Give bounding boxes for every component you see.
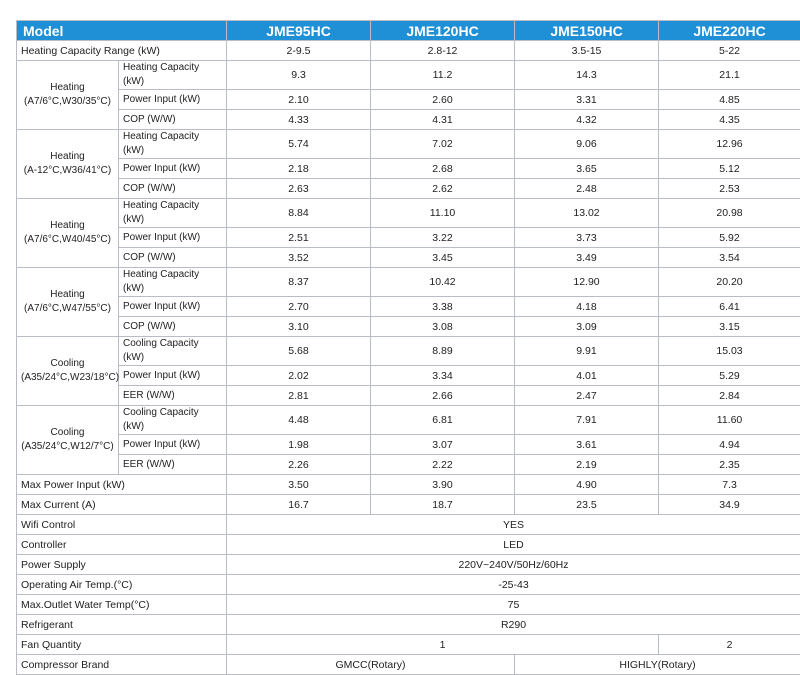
cell-value: 3.15 xyxy=(659,317,800,337)
group-row xyxy=(17,386,800,406)
header-row xyxy=(17,21,800,41)
cell-value: 3.52 xyxy=(227,248,371,268)
cell-value: 4.31 xyxy=(371,110,515,130)
row-label: Controller xyxy=(17,535,227,555)
cell-value: 2.8-12 xyxy=(371,41,515,61)
cell-value: GMCC(Rotary) xyxy=(227,655,515,675)
cell-value: 10.42 xyxy=(371,268,515,297)
group-row xyxy=(17,297,800,317)
row-label: Power Input (kW) xyxy=(119,366,227,386)
cell-value: 3.73 xyxy=(515,228,659,248)
spec-table xyxy=(16,20,800,675)
row-label: EER (W/W) xyxy=(119,386,227,406)
cell-value: YES xyxy=(227,515,800,535)
row-label: Refrigerant xyxy=(17,615,227,635)
group-row xyxy=(17,317,800,337)
cell-value: 4.33 xyxy=(227,110,371,130)
cell-value: 3.65 xyxy=(515,159,659,179)
group-row xyxy=(17,406,800,435)
group-row xyxy=(17,110,800,130)
cell-value: 4.85 xyxy=(659,90,800,110)
cell-value: 3.90 xyxy=(371,475,515,495)
cell-value: 12.90 xyxy=(515,268,659,297)
cell-value: 4.18 xyxy=(515,297,659,317)
cell-value: -25-43 xyxy=(227,575,800,595)
row-label: Heating Capacity (kW) xyxy=(119,130,227,159)
model-name: JME220HC xyxy=(659,21,800,41)
cell-value: 3.5-15 xyxy=(515,41,659,61)
row-label: Heating Capacity (kW) xyxy=(119,199,227,228)
max-current-row xyxy=(17,495,800,515)
cell-value: 2.68 xyxy=(371,159,515,179)
cell-value: 2.10 xyxy=(227,90,371,110)
cell-value: 7.3 xyxy=(659,475,800,495)
cell-value: 5.29 xyxy=(659,366,800,386)
cell-value: 3.10 xyxy=(227,317,371,337)
cell-value: 4.01 xyxy=(515,366,659,386)
cell-value: 23.5 xyxy=(515,495,659,515)
cell-value: 2.62 xyxy=(371,179,515,199)
cell-value: 2-9.5 xyxy=(227,41,371,61)
common-spec-row xyxy=(17,595,800,615)
condition-group-label xyxy=(17,406,119,475)
group-title: Heating xyxy=(21,219,114,233)
condition-group-label xyxy=(17,337,119,406)
group-row xyxy=(17,130,800,159)
cell-value: 18.7 xyxy=(371,495,515,515)
row-label: Cooling Capacity (kW) xyxy=(119,406,227,435)
condition-group-label xyxy=(17,130,119,199)
cell-value: 2.51 xyxy=(227,228,371,248)
cell-value: 4.35 xyxy=(659,110,800,130)
cell-value: 1.98 xyxy=(227,435,371,455)
group-condition: (A7/6°C,W30/35°C) xyxy=(21,95,114,109)
capacity-range-row xyxy=(17,41,800,61)
cell-value: 3.50 xyxy=(227,475,371,495)
cell-value: 3.54 xyxy=(659,248,800,268)
row-label: EER (W/W) xyxy=(119,455,227,475)
row-label: Max Current (A) xyxy=(17,495,227,515)
cell-value: 220V~240V/50Hz/60Hz xyxy=(227,555,800,575)
cell-value: 1 xyxy=(227,635,659,655)
cell-value: 4.90 xyxy=(515,475,659,495)
common-spec-row xyxy=(17,515,800,535)
fan-quantity-row xyxy=(17,635,800,655)
common-spec-row xyxy=(17,615,800,635)
model-header: Model xyxy=(17,21,227,41)
cell-value: 3.22 xyxy=(371,228,515,248)
cell-value: 8.84 xyxy=(227,199,371,228)
cell-value: 3.07 xyxy=(371,435,515,455)
cell-value: 75 xyxy=(227,595,800,615)
cell-value: 8.37 xyxy=(227,268,371,297)
row-label: Cooling Capacity (kW) xyxy=(119,337,227,366)
cell-value: R290 xyxy=(227,615,800,635)
common-spec-row xyxy=(17,555,800,575)
cell-value: 16.7 xyxy=(227,495,371,515)
cell-value: 5.74 xyxy=(227,130,371,159)
group-title: Heating xyxy=(21,288,114,302)
cell-value: 2.70 xyxy=(227,297,371,317)
cell-value: 2.35 xyxy=(659,455,800,475)
group-row xyxy=(17,228,800,248)
cell-value: 2.66 xyxy=(371,386,515,406)
cell-value: 6.41 xyxy=(659,297,800,317)
row-label: Compressor Brand xyxy=(17,655,227,675)
condition-group-label xyxy=(17,268,119,337)
cell-value: 2.53 xyxy=(659,179,800,199)
cell-value: 34.9 xyxy=(659,495,800,515)
cell-value: 12.96 xyxy=(659,130,800,159)
condition-group-label xyxy=(17,61,119,130)
row-label: Wifi Control xyxy=(17,515,227,535)
cell-value: 9.06 xyxy=(515,130,659,159)
cell-value: HIGHLY(Rotary) xyxy=(515,655,800,675)
row-label: COP (W/W) xyxy=(119,248,227,268)
cell-value: 15.03 xyxy=(659,337,800,366)
group-condition: (A35/24°C,W12/7°C) xyxy=(21,440,114,454)
group-title: Heating xyxy=(21,150,114,164)
row-label: Fan Quantity xyxy=(17,635,227,655)
cell-value: 3.31 xyxy=(515,90,659,110)
group-condition: (A35/24°C,W23/18°C) xyxy=(21,371,114,385)
group-row xyxy=(17,179,800,199)
cell-value: 2.47 xyxy=(515,386,659,406)
cell-value: 3.34 xyxy=(371,366,515,386)
row-label: COP (W/W) xyxy=(119,110,227,130)
row-label: Power Supply xyxy=(17,555,227,575)
cell-value: 14.3 xyxy=(515,61,659,90)
group-row xyxy=(17,268,800,297)
row-label: Power Input (kW) xyxy=(119,297,227,317)
cell-value: 21.1 xyxy=(659,61,800,90)
cell-value: 3.49 xyxy=(515,248,659,268)
common-spec-row xyxy=(17,535,800,555)
cell-value: LED xyxy=(227,535,800,555)
cell-value: 2.60 xyxy=(371,90,515,110)
common-spec-row xyxy=(17,575,800,595)
model-name: JME120HC xyxy=(371,21,515,41)
group-row xyxy=(17,199,800,228)
cell-value: 9.3 xyxy=(227,61,371,90)
cell-value: 2.02 xyxy=(227,366,371,386)
group-row xyxy=(17,90,800,110)
cell-value: 2.81 xyxy=(227,386,371,406)
cell-value: 2.18 xyxy=(227,159,371,179)
model-name: JME95HC xyxy=(227,21,371,41)
cell-value: 11.2 xyxy=(371,61,515,90)
cell-value: 5.92 xyxy=(659,228,800,248)
cell-value: 2.22 xyxy=(371,455,515,475)
row-label: Power Input (kW) xyxy=(119,435,227,455)
group-condition: (A7/6°C,W40/45°C) xyxy=(21,233,114,247)
cell-value: 5.12 xyxy=(659,159,800,179)
group-condition: (A-12°C,W36/41°C) xyxy=(21,164,114,178)
cell-value: 2.19 xyxy=(515,455,659,475)
group-row xyxy=(17,455,800,475)
cell-value: 5.68 xyxy=(227,337,371,366)
group-title: Cooling xyxy=(21,426,114,440)
cell-value: 7.02 xyxy=(371,130,515,159)
cell-value: 3.61 xyxy=(515,435,659,455)
row-label: Power Input (kW) xyxy=(119,159,227,179)
cell-value: 2.48 xyxy=(515,179,659,199)
cell-value: 13.02 xyxy=(515,199,659,228)
cell-value: 2.26 xyxy=(227,455,371,475)
cell-value: 3.09 xyxy=(515,317,659,337)
group-title: Cooling xyxy=(21,357,114,371)
row-label: COP (W/W) xyxy=(119,179,227,199)
cell-value: 2.63 xyxy=(227,179,371,199)
cell-value: 9.91 xyxy=(515,337,659,366)
row-label: Power Input (kW) xyxy=(119,228,227,248)
group-row xyxy=(17,248,800,268)
row-label: Operating Air Temp.(°C) xyxy=(17,575,227,595)
row-label: Power Input (kW) xyxy=(119,90,227,110)
group-row xyxy=(17,366,800,386)
group-title: Heating xyxy=(21,81,114,95)
cell-value: 3.45 xyxy=(371,248,515,268)
spec-table-body xyxy=(17,21,800,675)
cell-value: 7.91 xyxy=(515,406,659,435)
cell-value: 4.48 xyxy=(227,406,371,435)
cell-value: 2.84 xyxy=(659,386,800,406)
compressor-brand-row xyxy=(17,655,800,675)
model-name: JME150HC xyxy=(515,21,659,41)
max-power-row xyxy=(17,475,800,495)
group-row xyxy=(17,61,800,90)
condition-group-label xyxy=(17,199,119,268)
cell-value: 11.60 xyxy=(659,406,800,435)
cell-value: 20.98 xyxy=(659,199,800,228)
row-label: Max.Outlet Water Temp(°C) xyxy=(17,595,227,615)
row-label: Max Power Input (kW) xyxy=(17,475,227,495)
cell-value: 5-22 xyxy=(659,41,800,61)
group-row xyxy=(17,435,800,455)
row-label: COP (W/W) xyxy=(119,317,227,337)
row-label: Heating Capacity (kW) xyxy=(119,61,227,90)
row-label: Heating Capacity Range (kW) xyxy=(17,41,227,61)
cell-value: 2 xyxy=(659,635,800,655)
cell-value: 4.94 xyxy=(659,435,800,455)
cell-value: 20.20 xyxy=(659,268,800,297)
cell-value: 6.81 xyxy=(371,406,515,435)
cell-value: 3.08 xyxy=(371,317,515,337)
cell-value: 4.32 xyxy=(515,110,659,130)
group-condition: (A7/6°C,W47/55°C) xyxy=(21,302,114,316)
group-row xyxy=(17,337,800,366)
row-label: Heating Capacity (kW) xyxy=(119,268,227,297)
cell-value: 8.89 xyxy=(371,337,515,366)
group-row xyxy=(17,159,800,179)
cell-value: 3.38 xyxy=(371,297,515,317)
cell-value: 11.10 xyxy=(371,199,515,228)
